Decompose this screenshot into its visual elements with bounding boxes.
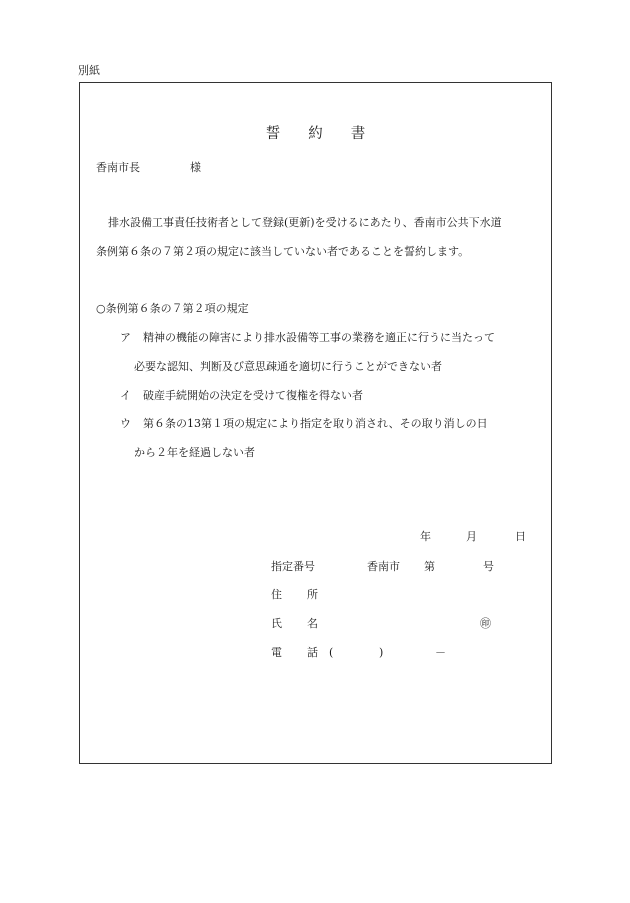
item-text: 破産手続開始の決定を受けて復権を得ない者: [143, 389, 363, 402]
designation-label: 指定番号: [271, 560, 315, 573]
honorific: 様: [190, 161, 201, 174]
address-label-char: 所: [307, 588, 318, 601]
city-label: 香南市: [367, 560, 400, 573]
document-title: [80, 125, 551, 143]
phone-row: [271, 646, 511, 660]
section-heading: ○条例第６条の７第２項の規定: [96, 302, 249, 315]
dai-label: 第: [424, 560, 435, 573]
name-label-char: 氏: [271, 617, 282, 630]
seal-mark: ㊞: [480, 617, 491, 630]
phone-dash: －: [435, 646, 446, 659]
item-mark: イ: [120, 389, 131, 402]
item-text: 精神の機能の障害により排水設備等工事の業務を適正に行うに当たって: [143, 331, 495, 344]
name-row: [271, 617, 511, 631]
title-char: 誓: [265, 126, 281, 142]
phone-label-char: 話: [307, 646, 318, 659]
phone-close-paren: ): [379, 646, 384, 659]
addressee: [96, 161, 201, 175]
item-a-line-2: 必要な認知、判断及び意思疎通を適切に行うことができない者: [134, 360, 442, 373]
item-a-line-1: [120, 331, 495, 345]
pledge-text-line-2: 条例第６条の７第２項の規定に該当していない者であることを誓約します。: [96, 245, 470, 258]
date-year: 年: [420, 530, 431, 543]
title-char: 書: [350, 126, 366, 142]
pledge-text-line-1: 排水設備工事責任技術者として登録(更新)を受けるにあたり、香南市公共下水道: [108, 216, 502, 229]
item-mark: ア: [120, 331, 131, 344]
name-label-char: 名: [307, 617, 318, 630]
item-mark: ウ: [120, 417, 131, 430]
designation-number-row: [271, 560, 511, 574]
date-day: 日: [515, 530, 526, 543]
attachment-label: 別紙: [78, 64, 100, 77]
item-u-line-1: [120, 417, 488, 431]
phone-open-paren: (: [329, 646, 334, 659]
date-month: 月: [466, 530, 477, 543]
address-label-char: 住: [271, 588, 282, 601]
item-text: 第６条の13第１項の規定により指定を取り消され、その取り消しの日: [143, 417, 488, 430]
date-row: [420, 530, 530, 544]
title-char: 約: [308, 126, 323, 142]
phone-label-char: 電: [271, 646, 282, 659]
address-row: [271, 588, 511, 602]
pledge-form: [79, 82, 552, 764]
go-label: 号: [483, 560, 494, 573]
addressee-name: 香南市長: [96, 161, 140, 174]
item-i-line-1: [120, 389, 363, 403]
item-u-line-2: から２年を経過しない者: [134, 446, 255, 459]
